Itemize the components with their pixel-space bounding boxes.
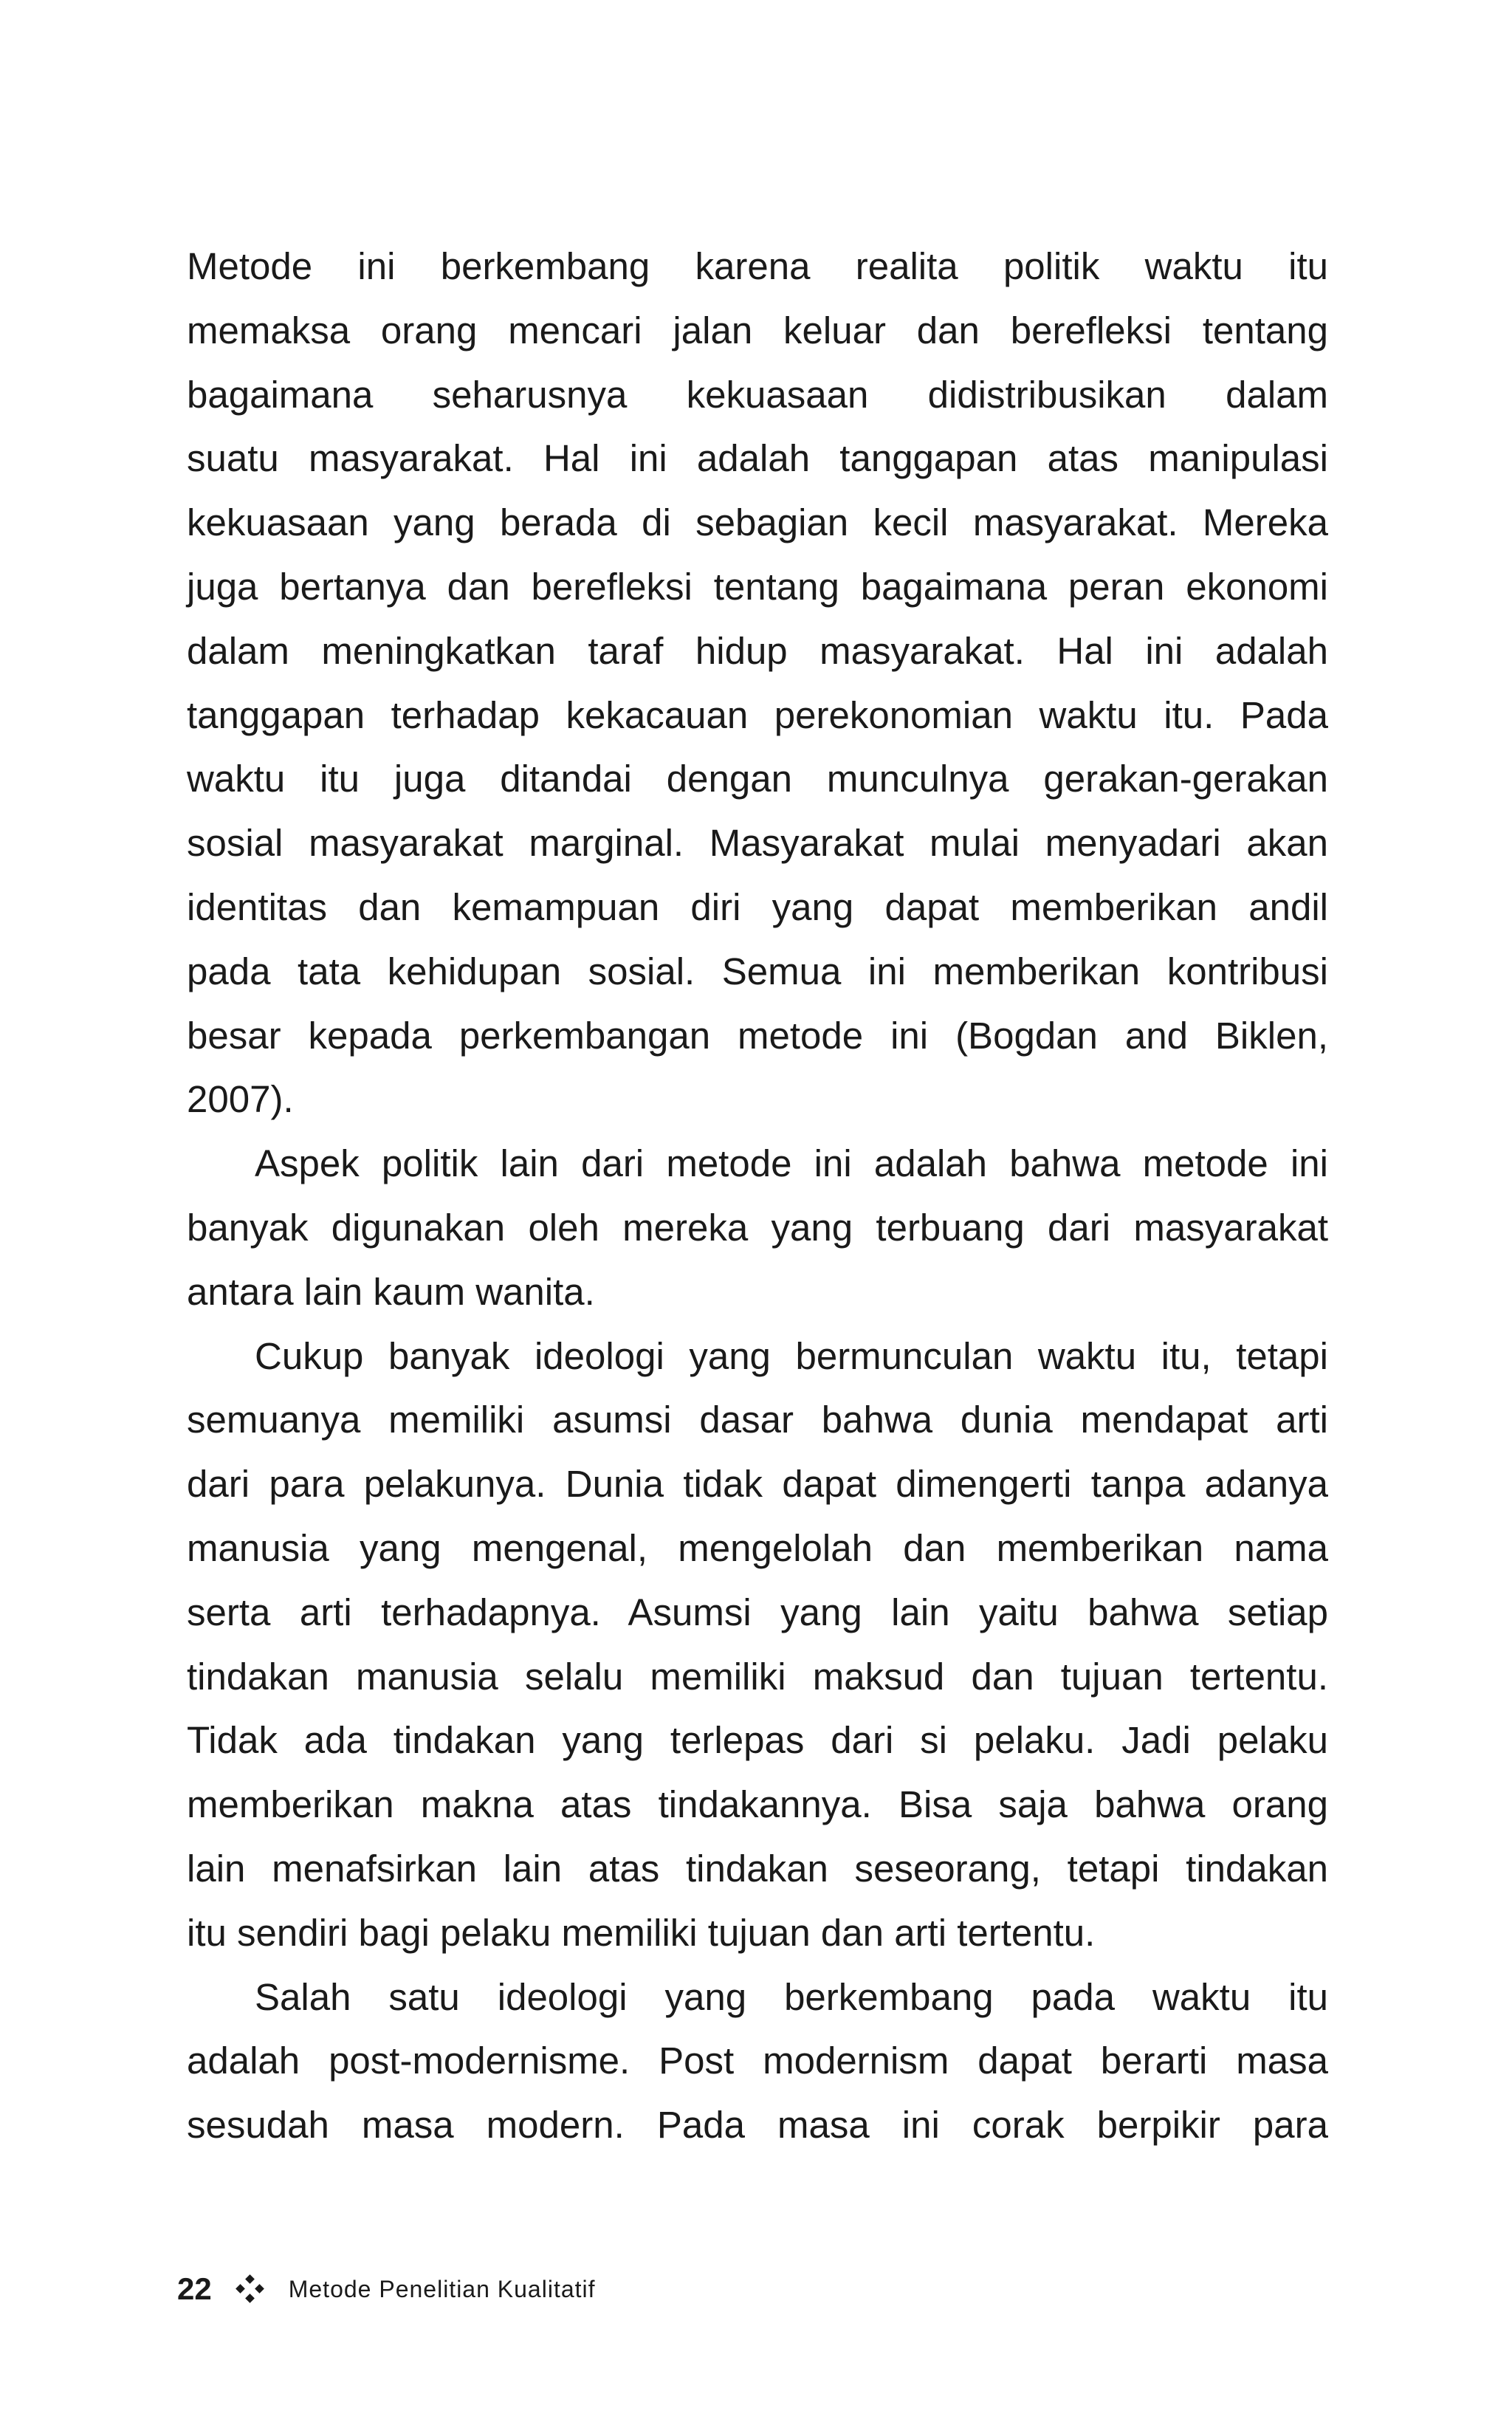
text-line: banyak digunakan oleh mereka yang terbuang dari masyarakat [187, 1206, 1328, 1249]
text-line: sesudah masa modern. Pada masa ini corak berpikir para [187, 2104, 1328, 2147]
paragraph-2 [187, 1132, 1328, 1324]
four-diamond-ornament-icon [237, 2276, 264, 2302]
text-line: suatu masyarakat. Hal ini adalah tanggapan atas manipulasi [187, 437, 1328, 480]
text-line: memberikan makna atas tindakannya. Bisa saja bahwa orang [187, 1783, 1328, 1826]
text-line: itu sendiri bagi pelaku memiliki tujuan dan arti tertentu. [187, 1911, 1096, 1954]
text-line: antara lain kaum wanita. [187, 1270, 595, 1313]
text-line: memaksa orang mencari jalan keluar dan berefleksi tentang [187, 309, 1328, 351]
text-line: Aspek politik lain dari metode ini adalah bahwa metode ini [255, 1142, 1328, 1185]
text-line: lain menafsirkan lain atas tindakan seseorang, tetapi tindakan [187, 1847, 1328, 1890]
text-line: waktu itu juga ditandai dengan munculnya gerakan-gerakan [187, 758, 1328, 800]
paragraph-4 [187, 1966, 1328, 2158]
text-line: serta arti terhadapnya. Asumsi yang lain yaitu bahwa setiap [187, 1591, 1328, 1633]
text-line: dari para pelakunya. Dunia tidak dapat dimengerti tanpa adanya [187, 1463, 1328, 1506]
text-line: pada tata kehidupan sosial. Semua ini memberikan kontribusi [187, 950, 1328, 992]
page-number: 22 [177, 2271, 212, 2306]
page-footer [177, 2267, 596, 2311]
text-line: manusia yang mengenal, mengelolah dan memberikan nama [187, 1526, 1328, 1569]
text-line: Tidak ada tindakan yang terlepas dari si pelaku. Jadi pelaku [187, 1719, 1328, 1762]
text-line: Cukup banyak ideologi yang bermunculan waktu itu, tetapi [255, 1334, 1328, 1377]
text-line: identitas dan kemampuan diri yang dapat memberikan andil [187, 885, 1328, 928]
text-line: adalah post-modernisme. Post modernism dapat berarti masa [187, 2040, 1328, 2082]
text-line: bagaimana seharusnya kekuasaan didistribusikan dalam [187, 373, 1328, 416]
paragraph-1 [187, 235, 1328, 1132]
text-line: 2007). [187, 1078, 294, 1121]
text-line: dalam meningkatkan taraf hidup masyarakat. Hal ini adalah [187, 629, 1328, 672]
body-text [187, 235, 1328, 2158]
text-line: semuanya memiliki asumsi dasar bahwa dunia mendapat arti [187, 1399, 1328, 1441]
text-line: Salah satu ideologi yang berkembang pada waktu itu [255, 1975, 1328, 2018]
text-line: tanggapan terhadap kekacauan perekonomian waktu itu. Pada [187, 693, 1328, 736]
paragraph-3 [187, 1325, 1328, 1966]
text-line: kekuasaan yang berada di sebagian kecil masyarakat. Mereka [187, 501, 1328, 544]
running-title: Metode Penelitian Kualitatif [288, 2276, 596, 2302]
text-line: juga bertanya dan berefleksi tentang bagaimana peran ekonomi [187, 565, 1328, 608]
text-line: Metode ini berkembang karena realita politik waktu itu [187, 245, 1328, 287]
text-line: sosial masyarakat marginal. Masyarakat mulai menyadari akan [187, 822, 1328, 865]
text-line: besar kepada perkembangan metode ini (Bogdan and Biklen, [187, 1014, 1328, 1057]
text-line: tindakan manusia selalu memiliki maksud dan tujuan tertentu. [187, 1655, 1328, 1698]
